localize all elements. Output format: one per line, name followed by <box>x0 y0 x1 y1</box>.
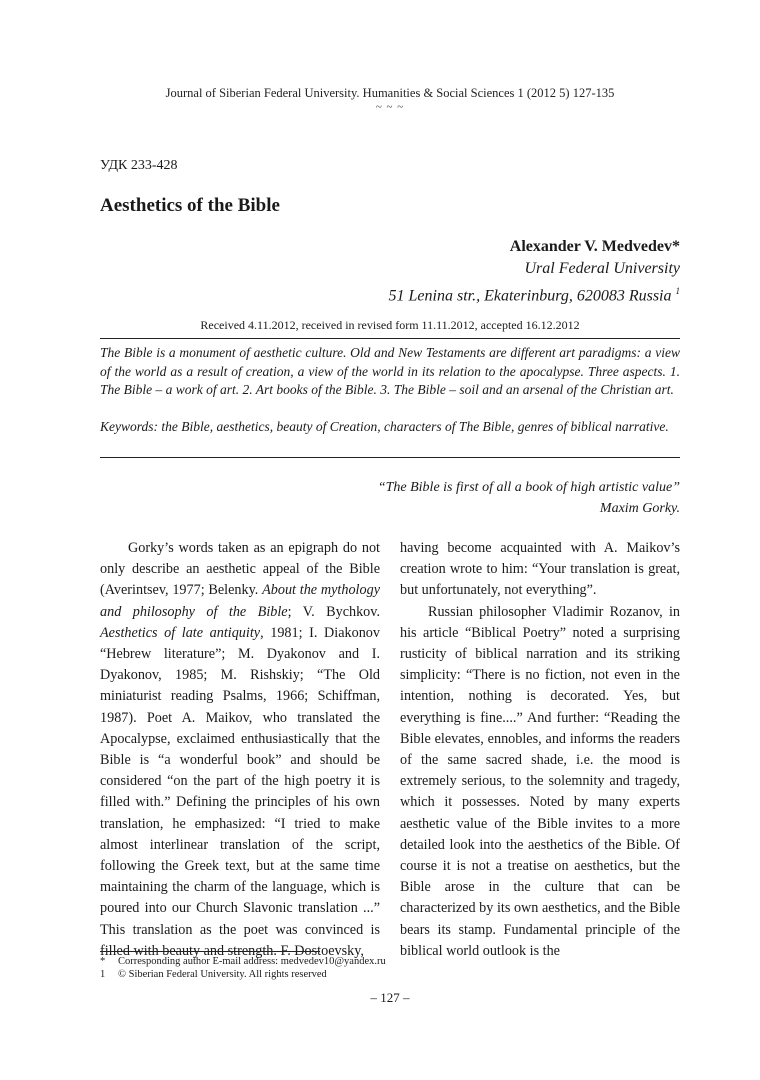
header-ornament: ~ ~ ~ <box>375 101 405 113</box>
abstract: The Bible is a monument of aesthetic culture. Old and New Testaments are different art paradigms: a view of the world as a result of creation, a view of the world in its relation to the apocalypse. Three aspects. 1. The Bible – a work of art. 2. Art books of the Bible. 3. The Bible – soil and an arsenal of the Christian art. <box>100 345 680 397</box>
abstract-bottom-rule <box>100 457 680 458</box>
footnote-text: © Siberian Federal University. All rights reserved <box>118 969 327 980</box>
footnote-mark: 1 <box>100 969 106 980</box>
journal-header: Journal of Siberian Federal University. Humanities & Social Sciences 1 (2012 5) 127-135 <box>165 86 615 100</box>
body-paragraph: having become acquainted with A. Maikov’s creation wrote to him: “Your translation is great, but unfortunately, not everything”. <box>400 540 680 599</box>
epigraph-quote: “The Bible is first of all a book of high artistic value” <box>377 480 680 495</box>
udk-code: УДК 233-428 <box>100 158 178 173</box>
body-paragraph: Russian philosopher Vladimir Rozanov, in his article “Biblical Poetry” noted a surprising rusticity of biblical narration and its striking simplicity: “There is no fiction, not even in the intention, nothing is decorated. Yes, but everything is fine....” And further: “Reading the Bible elevates, ennobles, and informs the readers of the same sacred shade, i.e. the mood is extremely serious, to the solemnity and tragedy, which it possesses. Noted by many experts aesthetic value of the Bible invites to a more detailed look into the aesthetics of the Bible. Of course it is not a treatise on aesthetics, but the Bible arose in the culture that can be characterized by its own aesthetics, and the Bible bears its stamp. Fundamental principle of the biblical world outlook is the <box>400 603 680 959</box>
footnote-text: Corresponding author E-mail address: medvedev10@yandex.ru <box>118 956 386 967</box>
keywords: Keywords: the Bible, aesthetics, beauty of Creation, characters of The Bible, genres of biblical narrative. <box>100 419 669 434</box>
author-name: Alexander V. Medvedev* <box>509 238 680 255</box>
body-column-right <box>400 538 680 962</box>
received-dates: Received 4.11.2012, received in revised form 11.11.2012, accepted 16.12.2012 <box>200 318 580 332</box>
body-text: , 1981; I. Diakonov “Hebrew literature”; M. Dyakonov and I. Dyakonov, 1985; M. Rishskiy; “The Old miniaturist reading Psalms, 1966; Schiffman, 1987). Poet A. Maikov, who translated the Apocalypse, exclaimed enthusiastically that the Bible is “a wonderful book” and should be considered “on the part of the high poetry it is filled with.” Defining the principles of his own translation, he emphasized: “I tried to make almost interlinear translation of the script, following the Greek text, but at the same time maintaining the charm of the language, which is poured into our Church Slavonic translation ...” This translation as the poet was convinced is filled with beauty and strength. F. Dostoevsky, <box>100 624 380 959</box>
epigraph <box>378 477 680 519</box>
body-italic-title: About the mythology and philosophy of the Bible <box>100 582 380 620</box>
body-text: Gorky’s words taken as an epigraph do not only describe an aesthetic appeal of the Bible (Averintsev, 1977; Belenky. <box>100 540 380 599</box>
article-title: Aesthetics of the Bible <box>100 195 280 216</box>
author-address-mark: 1 <box>675 286 680 296</box>
page-number: – 127 – <box>370 990 410 1005</box>
body-column-left <box>100 538 380 962</box>
epigraph-source: Maxim Gorky. <box>599 501 680 516</box>
footnote <box>100 955 386 968</box>
author-affiliation: Ural Federal University <box>524 260 680 277</box>
footnote-rule <box>100 951 320 952</box>
abstract-top-rule <box>100 338 680 339</box>
author-address <box>389 280 680 307</box>
author-block <box>389 236 680 307</box>
footnote-mark: * <box>100 956 106 967</box>
body-text: ; V. Bychkov. <box>287 603 380 620</box>
author-address-text: 51 Lenina str., Ekaterinburg, 620083 Russia <box>388 287 672 305</box>
footnote <box>100 968 327 981</box>
body-paragraph <box>100 538 380 962</box>
body-italic-title: Aesthetics of late antiquity <box>100 624 261 641</box>
